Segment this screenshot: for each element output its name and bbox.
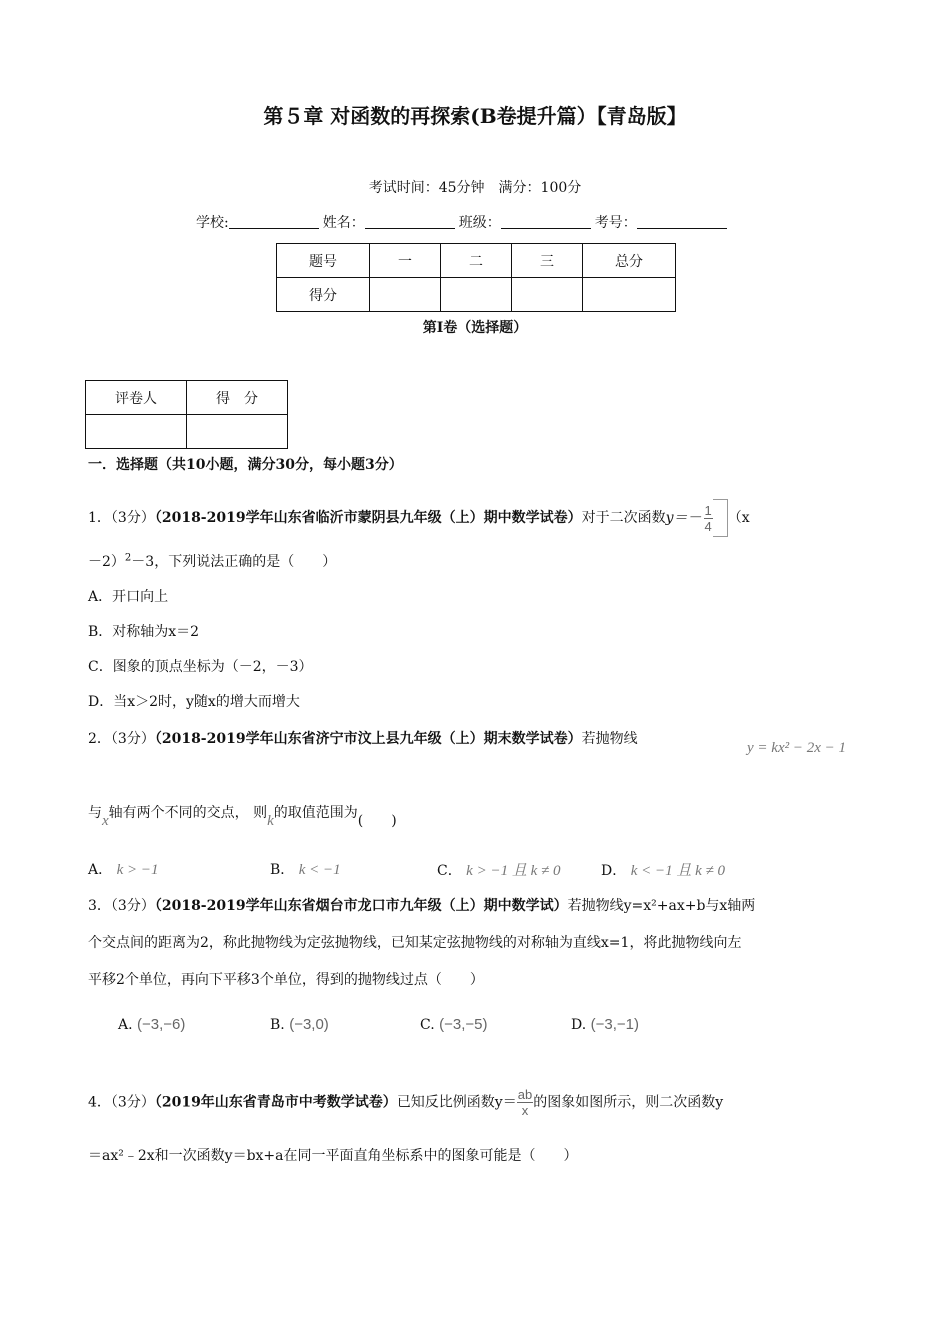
q1-y-eq: y＝－ — [665, 510, 702, 526]
q2-option-math: k > −1 — [116, 862, 159, 878]
q2-source: （2018-2019学年山东省济宁市汶上县九年级（上）期末数学试卷） — [154, 731, 582, 747]
class-label: 班级： — [458, 215, 501, 231]
score-header-cell: 一 — [370, 244, 441, 278]
q1-option-b[interactable]: B．对称轴为x＝2 — [88, 624, 200, 640]
q1-line2 — [88, 551, 336, 571]
grader-cell[interactable] — [187, 415, 288, 449]
q1-frac-num: 1 — [704, 502, 712, 518]
q4-text: 已知反比例函数y＝ — [396, 1094, 517, 1111]
q1-sup: 2 — [124, 552, 132, 564]
q3-line1 — [88, 895, 755, 915]
q2-option-label: B． — [270, 862, 295, 878]
q4-line1 — [88, 1087, 723, 1118]
q2-number: 2． — [88, 731, 111, 747]
number-blank[interactable] — [637, 214, 727, 229]
q1-option-a[interactable]: A．开口向上 — [88, 589, 169, 605]
q2-option-c[interactable] — [437, 859, 560, 880]
q1-text-b: （x — [727, 510, 750, 526]
q3-number: 3． — [88, 898, 111, 914]
student-info-line — [196, 212, 731, 232]
q1-option-d[interactable]: D．当x＞2时，y随x的增大而增大 — [88, 694, 300, 710]
q4-source: （2019年山东省青岛市中考数学试卷） — [154, 1094, 397, 1111]
q4-score: （3分） — [110, 1094, 155, 1111]
q3-line3: 平移2个单位，再向下平移3个单位，得到的抛物线过点（ ） — [88, 972, 484, 988]
q3-option-math: (−3,0) — [289, 1016, 329, 1033]
q2-formula: y = kx² − 2x − 1 — [747, 740, 846, 756]
q1-fraction-box — [713, 499, 728, 537]
section-title: 一．选择题（共10小题，满分30分，每小题3分） — [88, 457, 403, 473]
q1-line2-b: －3，下列说法正确的是（ ） — [131, 554, 337, 570]
q3-source: （2018-2019学年山东省烟台市龙口市九年级（上）期中数学试） — [154, 898, 568, 914]
q3-option-math: (−3,−1) — [590, 1016, 640, 1033]
q2-option-math: k < −1 — [298, 862, 341, 878]
score-cell[interactable] — [512, 278, 583, 312]
name-blank[interactable] — [365, 214, 455, 229]
q2-option-a[interactable] — [88, 859, 158, 879]
q1-score: （3分） — [110, 510, 155, 526]
score-row-label: 得分 — [277, 278, 370, 312]
q1-source: （2018-2019学年山东省临沂市蒙阴县九年级（上）期中数学试卷） — [154, 510, 582, 526]
q2-option-label: A． — [88, 862, 113, 878]
q2-line2-a: 与 — [88, 805, 102, 821]
number-label: 考号： — [594, 215, 637, 231]
q3-option-label: D. — [571, 1017, 587, 1033]
q3-score: （3分） — [110, 898, 155, 914]
q4-line2: ＝ax²﹣2x和一次函数y＝bx+a在同一平面直角坐标系中的图象可能是（ ） — [88, 1148, 578, 1164]
score-table — [276, 243, 676, 312]
q3-option-a[interactable] — [118, 1016, 185, 1033]
q3-option-label: A. — [118, 1017, 133, 1033]
q2-line1 — [88, 728, 638, 748]
q2-k-var: k — [267, 813, 274, 829]
q1-number: 1． — [88, 510, 111, 526]
q2-text: 若抛物线 — [581, 731, 638, 747]
q4-frac-den: x — [521, 1103, 529, 1118]
school-blank[interactable] — [229, 214, 319, 229]
exam-info: 考试时间：45分钟 满分：100分 — [368, 180, 582, 196]
q3-option-math: (−3,−5) — [439, 1016, 488, 1033]
q3-option-label: C. — [420, 1017, 435, 1033]
q2-option-math: k < −1 且 k ≠ 0 — [630, 863, 725, 879]
q2-option-b[interactable] — [270, 859, 341, 879]
part-title: 第Ⅰ卷（选择题） — [422, 320, 528, 336]
q4-frac-num: ab — [517, 1087, 533, 1102]
grader-table — [85, 380, 288, 449]
score-cell[interactable] — [370, 278, 441, 312]
q3-option-label: B. — [270, 1017, 285, 1033]
q1-fraction — [704, 503, 713, 534]
name-label: 姓名： — [322, 215, 365, 231]
q4-fraction — [517, 1087, 533, 1118]
q2-line2-c: 的取值范围为 — [273, 805, 358, 821]
q3-option-c[interactable] — [420, 1016, 488, 1033]
page-title: 第５章 对函数的再探索(B卷提升篇）【青岛版】 — [263, 104, 687, 128]
grader-header-cell: 得 分 — [187, 381, 288, 415]
q3-option-b[interactable] — [270, 1016, 329, 1033]
q1-line1 — [88, 499, 750, 537]
q2-paren: ( ) — [357, 813, 397, 829]
score-cell[interactable] — [441, 278, 512, 312]
q3-line2: 个交点间的距离为2，称此抛物线为定弦抛物线，已知某定弦抛物线的对称轴为直线x=1，将此抛物线向左 — [88, 935, 742, 951]
q1-option-c[interactable]: C．图象的顶点坐标为（－2，－3） — [88, 659, 313, 675]
score-header-cell: 总分 — [583, 244, 676, 278]
class-blank[interactable] — [501, 214, 591, 229]
q3-option-math: (−3,−6) — [137, 1016, 186, 1033]
q2-option-label: D． — [601, 863, 627, 879]
q2-line2-b: 轴有两个不同的交点， 则 — [108, 805, 268, 821]
grader-header-cell: 评卷人 — [86, 381, 187, 415]
q2-option-math: k > −1 且 k ≠ 0 — [466, 863, 561, 879]
score-header-cell: 三 — [512, 244, 583, 278]
score-header-cell: 题号 — [277, 244, 370, 278]
q1-text: 对于二次函数 — [581, 510, 666, 526]
score-header-cell: 二 — [441, 244, 512, 278]
q3-text: 若抛物线y=x²+ax+b与x轴两 — [567, 898, 756, 914]
school-label: 学校: — [196, 215, 229, 231]
grader-cell[interactable] — [86, 415, 187, 449]
q2-score: （3分） — [110, 731, 155, 747]
q3-option-d[interactable] — [571, 1016, 639, 1033]
q2-option-label: C． — [437, 863, 462, 879]
q1-frac-den: 4 — [704, 518, 712, 534]
q2-x-var: x — [102, 813, 109, 829]
q2-line2 — [88, 802, 397, 829]
q2-option-d[interactable] — [601, 859, 725, 880]
score-cell[interactable] — [583, 278, 676, 312]
q4-text-b: 的图象如图所示，则二次函数y — [533, 1094, 724, 1111]
q1-line2-a: －2） — [88, 554, 125, 570]
q4-number: 4． — [88, 1094, 111, 1111]
